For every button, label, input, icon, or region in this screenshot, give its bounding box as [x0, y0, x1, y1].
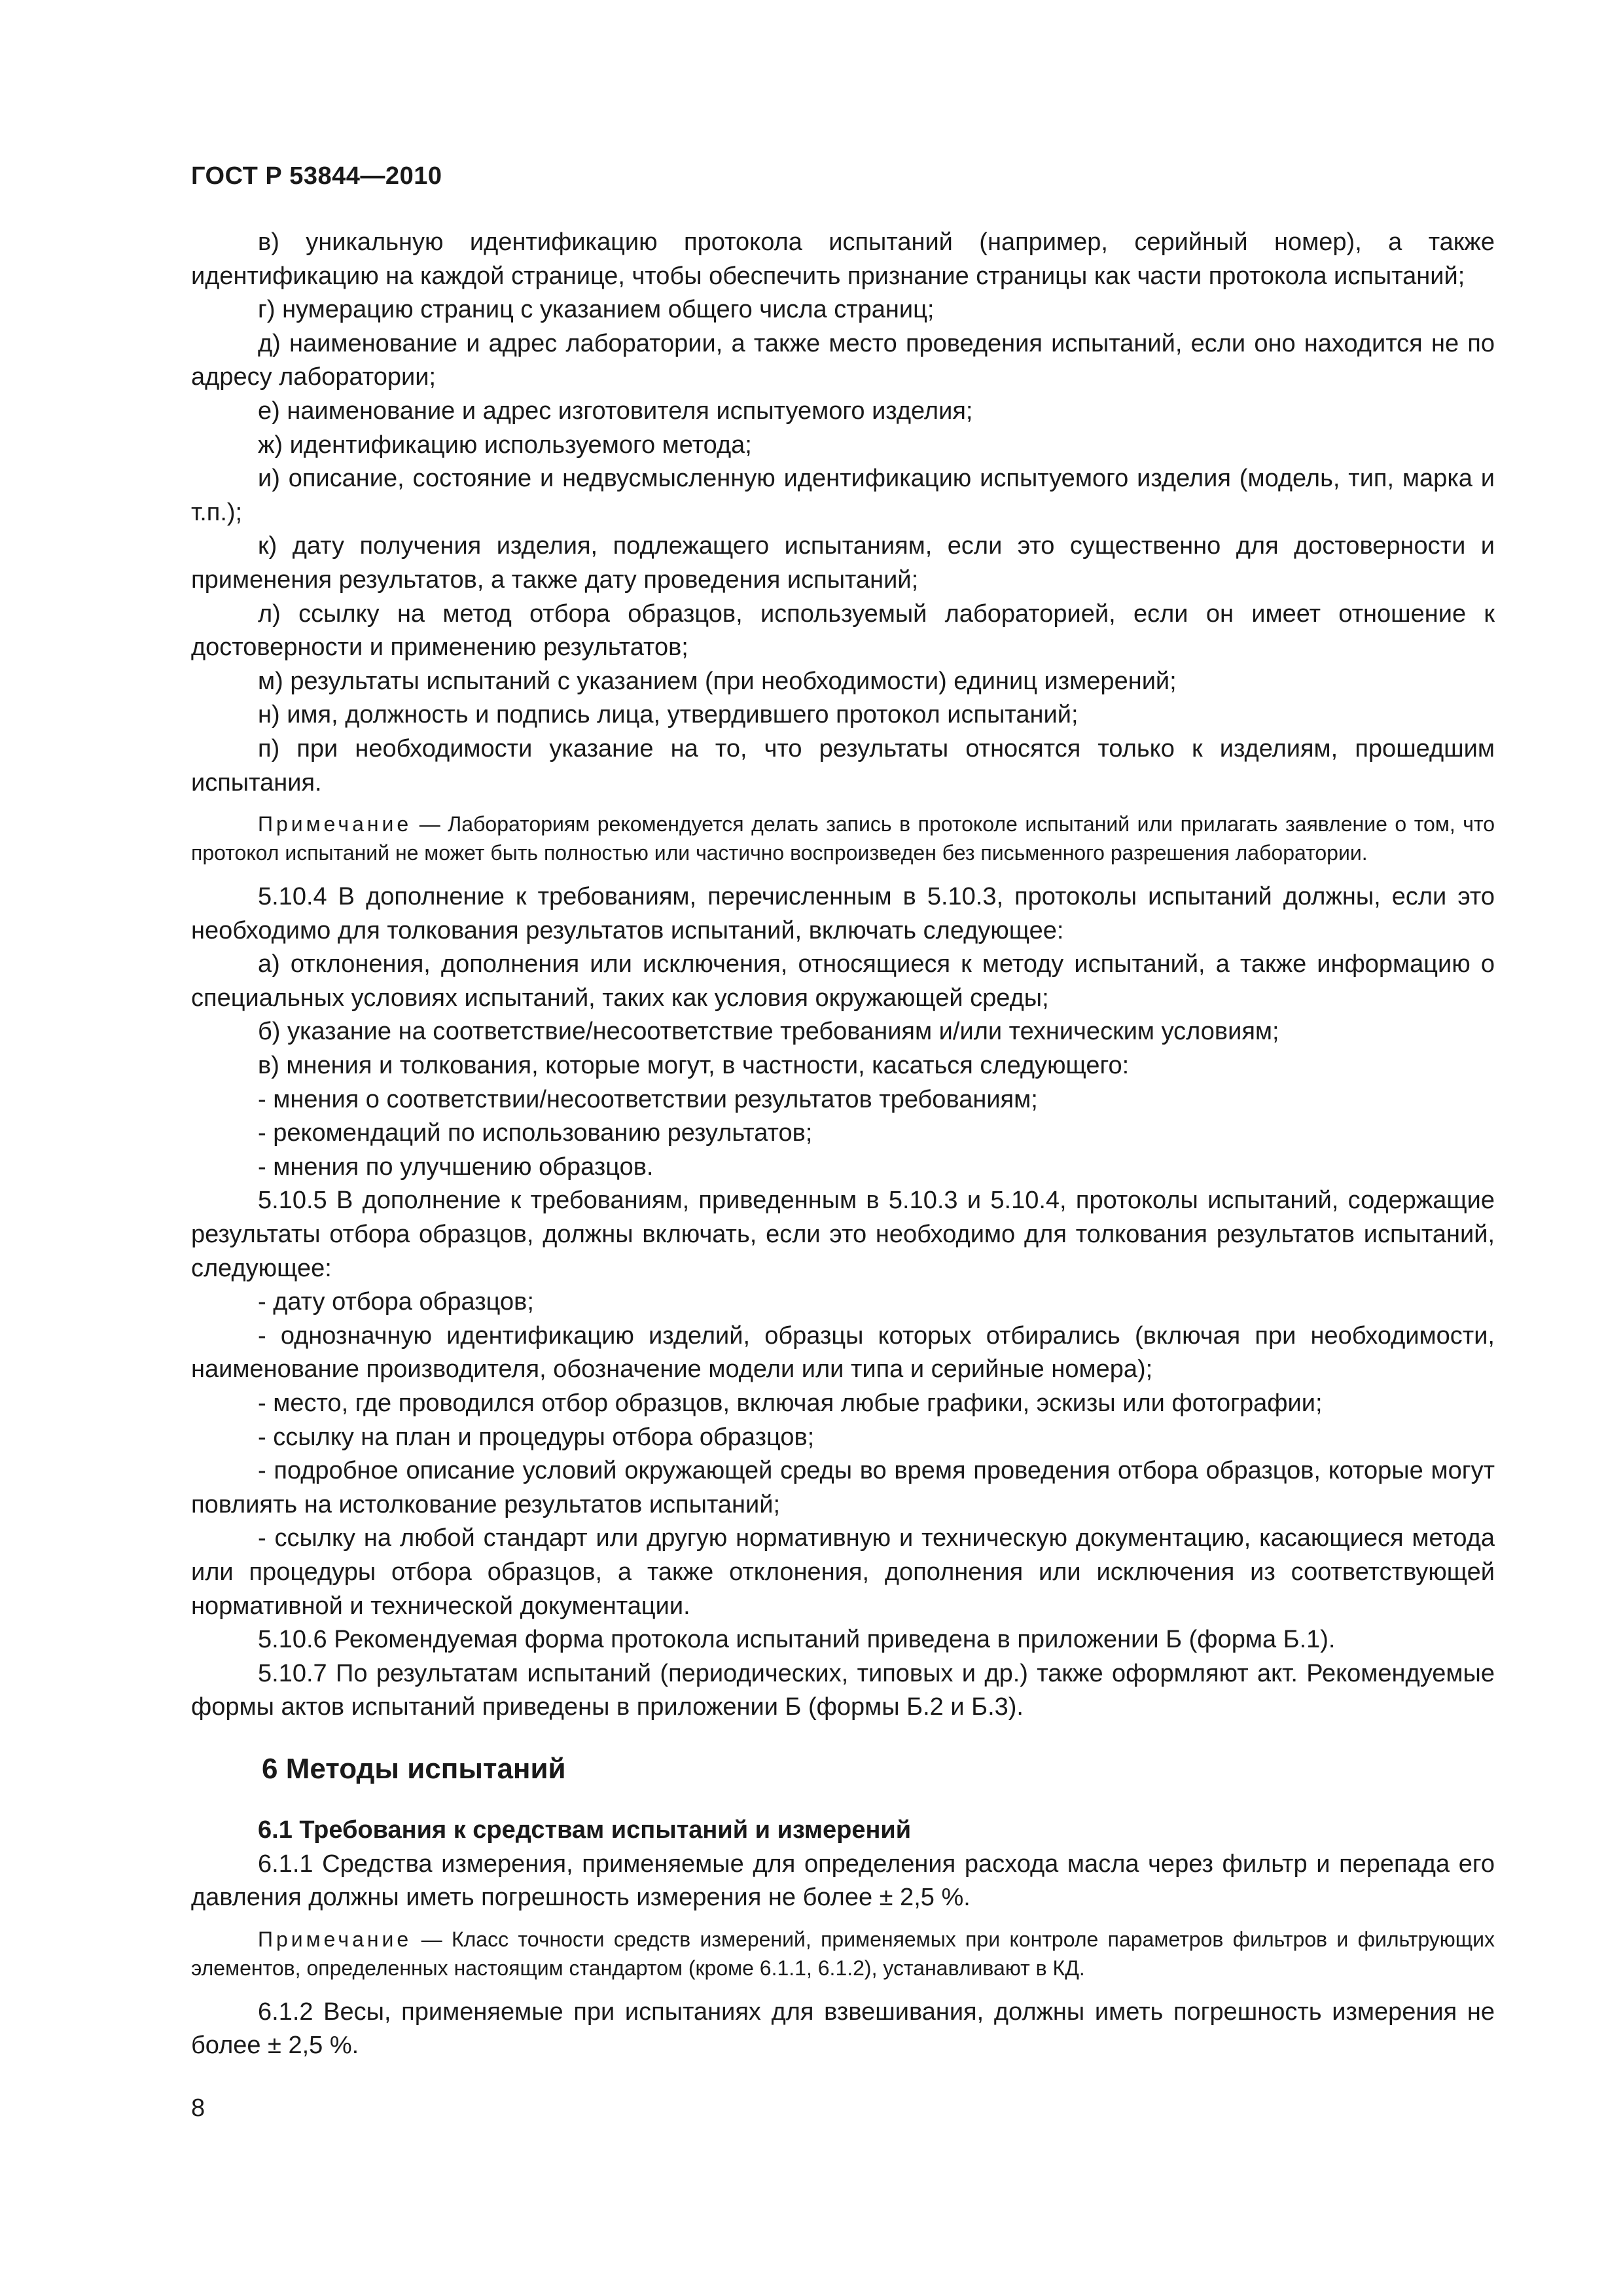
clause-5-10-7: 5.10.7 По результатам испытаний (периодических, типовых и др.) также оформляют акт. Рекомендуемые формы актов испытаний приведены в приложении Б (формы Б.2 и Б.3).	[191, 1659, 1495, 1721]
list-item: б) указание на соответствие/несоответствие требованиям и/или техническим условиям;	[258, 1018, 1279, 1046]
list-item: ж) идентификацию используемого метода;	[258, 431, 752, 459]
list-item: - место, где проводился отбор образцов, включая любые графики, эскизы или фотографии;	[258, 1390, 1323, 1417]
note-label: Примечание	[258, 812, 412, 836]
note-text: — Класс точности средств измерений, применяемых при контроле параметров фильтров и фильтрующих элементов, определенных настоящим стандартом (кроме 6.1.1, 6.1.2), устанавливают в КД.	[191, 1927, 1495, 1980]
clause-5-10-4: 5.10.4 В дополнение к требованиям, перечисленным в 5.10.3, протоколы испытаний должны, если это необходимо для толкования результатов испытаний, включать следующее:	[191, 883, 1495, 944]
note-text: — Лабораториям рекомендуется делать запись в протоколе испытаний или прилагать заявление о том, что протокол испытаний не может быть полностью или частично воспроизведен без письменного разрешения лаборатории.	[191, 812, 1495, 865]
list-item: в) уникальную идентификацию протокола испытаний (например, серийный номер), а также идентификацию на каждой странице, чтобы обеспечить признание страницы как части протокола испытаний;	[191, 228, 1495, 290]
list-item: - дату отбора образцов;	[258, 1288, 534, 1316]
list-item: - рекомендаций по использованию результатов;	[258, 1119, 813, 1147]
list-item: н) имя, должность и подпись лица, утвердившего протокол испытаний;	[258, 701, 1079, 729]
list-item: - ссылку на план и процедуры отбора образцов;	[258, 1423, 815, 1451]
list-item: - подробное описание условий окружающей среды во время проведения отбора образцов, которые могут повлиять на истолкование результатов испытаний;	[191, 1457, 1495, 1518]
list-item: - мнения о соответствии/несоответствии результатов требованиям;	[258, 1085, 1038, 1113]
clause-5-10-5: 5.10.5 В дополнение к требованиям, приведенным в 5.10.3 и 5.10.4, протоколы испытаний, содержащие результаты отбора образцов, должны включать, если это необходимо для толкования результатов испытаний, следующее:	[191, 1187, 1495, 1282]
clause-6-1-1: 6.1.1 Средства измерения, применяемые для определения расхода масла через фильтр и перепада его давления должны иметь погрешность измерения не более ± 2,5 %.	[191, 1850, 1495, 1912]
note	[191, 1925, 1495, 1982]
page-number: 8	[191, 2094, 205, 2122]
section-heading: 6 Методы испытаний	[262, 1752, 566, 1785]
subsection-heading: 6.1 Требования к средствам испытаний и измерений	[258, 1816, 912, 1844]
list-item: д) наименование и адрес лаборатории, а также место проведения испытаний, если оно находится не по адресу лаборатории;	[191, 329, 1495, 391]
note-label: Примечание	[258, 1927, 412, 1951]
list-item: к) дату получения изделия, подлежащего испытаниям, если это существенно для достоверности и применения результатов, а также дату проведения испытаний;	[191, 532, 1495, 594]
list-item: е) наименование и адрес изготовителя испытуемого изделия;	[258, 397, 973, 425]
list-item: г) нумерацию страниц с указанием общего числа страниц;	[258, 296, 935, 324]
document-header: ГОСТ Р 53844—2010	[191, 162, 442, 190]
list-item: м) результаты испытаний с указанием (при необходимости) единиц измерений;	[258, 667, 1177, 695]
list-item: - мнения по улучшению образцов.	[258, 1153, 654, 1181]
list-item: в) мнения и толкования, которые могут, в частности, касаться следующего:	[258, 1052, 1130, 1080]
clause-6-1-2: 6.1.2 Весы, применяемые при испытаниях для взвешивания, должны иметь погрешность измерения не более ± 2,5 %.	[191, 1998, 1495, 2060]
list-item: и) описание, состояние и недвусмысленную идентификацию испытуемого изделия (модель, тип, марка и т.п.);	[191, 465, 1495, 526]
clause-5-10-6: 5.10.6 Рекомендуемая форма протокола испытаний приведена в приложении Б (форма Б.1).	[258, 1626, 1336, 1654]
document-body	[191, 226, 1495, 2063]
note	[191, 810, 1495, 867]
list-item: - однозначную идентификацию изделий, образцы которых отбирались (включая при необходимости, наименование производителя, обозначение модели или типа и серийные номера);	[191, 1321, 1495, 1384]
list-item: п) при необходимости указание на то, что результаты относятся только к изделиям, прошедшим испытания.	[191, 734, 1495, 797]
list-item: л) ссылку на метод отбора образцов, используемый лабораторией, если он имеет отношение к достоверности и применению результатов;	[191, 600, 1495, 662]
list-item: - ссылку на любой стандарт или другую нормативную и техническую документацию, касающиеся метода или процедуры отбора образцов, а также отклонения, дополнения или исключения из соответствующей нормативной и технической документации.	[191, 1524, 1495, 1620]
list-item: а) отклонения, дополнения или исключения, относящиеся к методу испытаний, а также информацию о специальных условиях испытаний, таких как условия окружающей среды;	[191, 950, 1495, 1012]
